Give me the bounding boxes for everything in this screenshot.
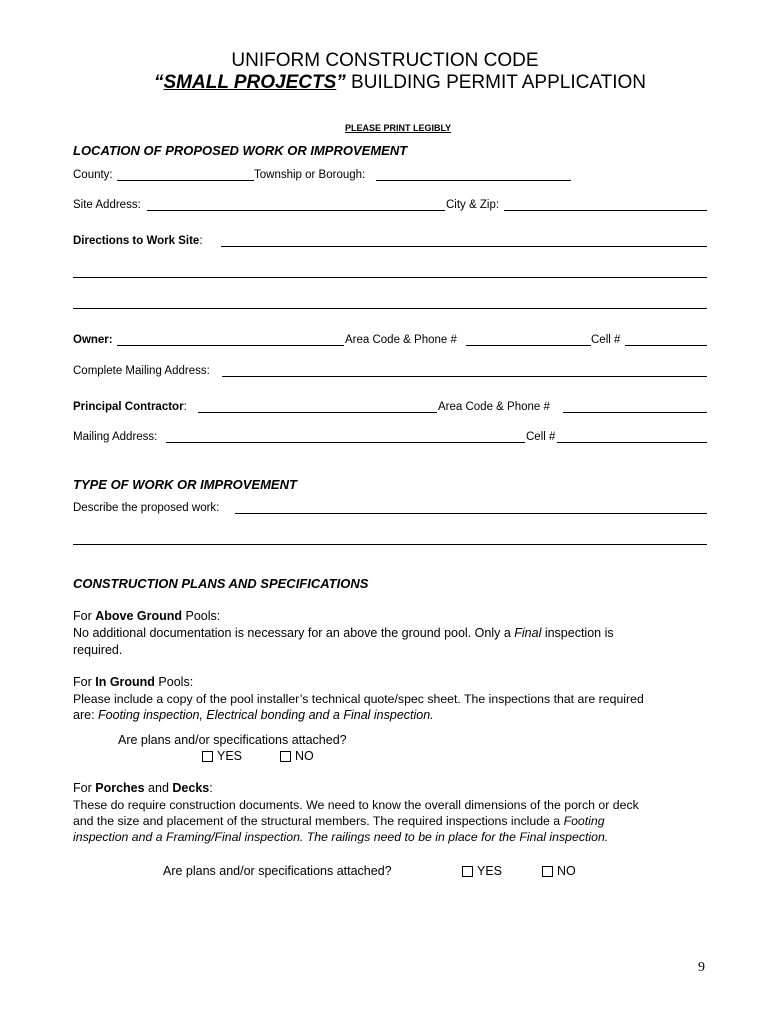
contractor-mailing-label: Mailing Address:: [73, 431, 158, 443]
porches-decks-heading: For Porches and Decks:: [73, 781, 213, 795]
location-heading: LOCATION OF PROPOSED WORK OR IMPROVEMENT: [73, 143, 408, 158]
directions-field-1[interactable]: [221, 246, 707, 247]
owner-mailing-field[interactable]: [222, 376, 707, 377]
in-ground-text-cont: are: Footing inspection, Electrical bonding and a Final inspection.: [73, 708, 434, 722]
township-field[interactable]: [376, 180, 571, 181]
owner-field[interactable]: [117, 345, 344, 346]
directions-field-2[interactable]: [73, 277, 707, 278]
in-ground-text: Please include a copy of the pool installer’s technical quote/spec sheet. The inspections that are required: [73, 692, 644, 706]
city-zip-field[interactable]: [504, 210, 707, 211]
form-title: UNIFORM CONSTRUCTION CODE: [231, 50, 539, 71]
page-number: 9: [698, 960, 705, 975]
directions-label: Directions to Work Site:: [73, 235, 203, 247]
owner-phone-field[interactable]: [466, 345, 591, 346]
pool-plans-no-checkbox[interactable]: [280, 751, 291, 762]
city-zip-label: City & Zip:: [446, 199, 500, 211]
site-address-label: Site Address:: [73, 199, 141, 211]
owner-phone-label: Area Code & Phone #: [345, 334, 457, 346]
contractor-mailing-field[interactable]: [166, 442, 525, 443]
work-type-heading: TYPE OF WORK OR IMPROVEMENT: [73, 477, 297, 492]
pool-plans-no-option[interactable]: [280, 748, 314, 765]
owner-label: Owner:: [73, 334, 113, 346]
owner-cell-label: Cell #: [591, 334, 621, 346]
contractor-cell-field[interactable]: [557, 442, 707, 443]
describe-work-label: Describe the proposed work:: [73, 502, 220, 514]
in-ground-heading: For In Ground Pools:: [73, 675, 194, 689]
describe-work-field-2[interactable]: [73, 544, 707, 545]
form-subtitle: “SMALL PROJECTS” BUILDING PERMIT APPLICATION: [154, 72, 646, 93]
contractor-label: Principal Contractor:: [73, 401, 187, 413]
above-ground-text: No additional documentation is necessary for an above the ground pool. Only a Final inspection is: [73, 626, 614, 640]
contractor-cell-label: Cell #: [526, 431, 556, 443]
county-field[interactable]: [117, 180, 254, 181]
above-ground-text-cont: required.: [73, 643, 123, 657]
site-address-field[interactable]: [147, 210, 445, 211]
porch-plans-no-label: NO: [557, 864, 576, 878]
above-ground-heading: For Above Ground Pools:: [73, 609, 221, 623]
porch-plans-no-option[interactable]: [542, 863, 576, 880]
describe-work-field-1[interactable]: [235, 513, 707, 514]
porches-decks-text-3: inspection and a Framing/Final inspection. The railings need to be in place for the Final inspection.: [73, 830, 609, 844]
pool-plans-yes-checkbox[interactable]: [202, 751, 213, 762]
porch-plans-yes-option[interactable]: [462, 863, 502, 880]
plans-heading: CONSTRUCTION PLANS AND SPECIFICATIONS: [73, 576, 369, 591]
contractor-phone-label: Area Code & Phone #: [438, 401, 550, 413]
owner-cell-field[interactable]: [625, 345, 707, 346]
pool-plans-yes-option[interactable]: [202, 748, 242, 765]
porch-plans-yes-checkbox[interactable]: [462, 866, 473, 877]
township-label: Township or Borough:: [254, 169, 366, 181]
porch-plans-question: Are plans and/or specifications attached?: [163, 864, 392, 878]
pool-plans-no-label: NO: [295, 749, 314, 763]
county-label: County:: [73, 169, 113, 181]
porch-plans-no-checkbox[interactable]: [542, 866, 553, 877]
pool-plans-yes-label: YES: [217, 749, 243, 763]
contractor-field[interactable]: [198, 412, 437, 413]
print-legibly-note: PLEASE PRINT LEGIBLY: [345, 123, 452, 133]
porches-decks-text-2: and the size and placement of the structural members. The required inspections include a Footing: [73, 814, 605, 828]
directions-field-3[interactable]: [73, 308, 707, 309]
owner-mailing-label: Complete Mailing Address:: [73, 365, 210, 377]
pool-plans-question: Are plans and/or specifications attached?: [118, 733, 347, 747]
porch-plans-yes-label: YES: [477, 864, 503, 878]
porches-decks-text-1: These do require construction documents. We need to know the overall dimensions of the porch or deck: [73, 798, 639, 812]
contractor-phone-field[interactable]: [563, 412, 707, 413]
